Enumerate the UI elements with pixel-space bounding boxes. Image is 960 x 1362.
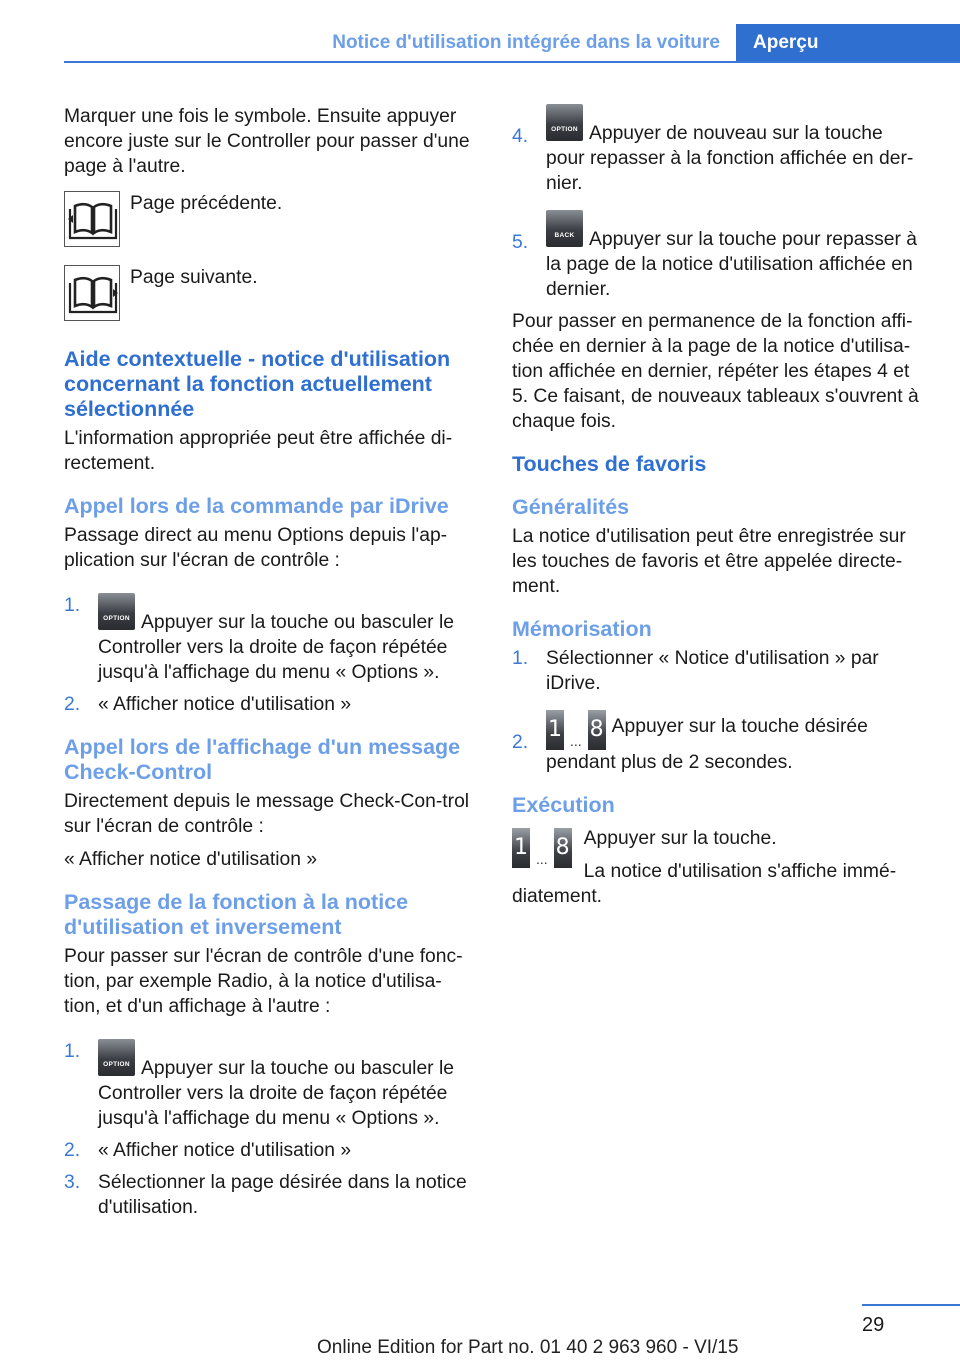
favorite-keys-icon <box>512 828 572 868</box>
step-text: Appuyer sur la touche pour repasser à la page de la notice d'utilisation affichée en dernier. <box>546 229 917 300</box>
option-label: OPTION <box>103 615 130 622</box>
list-item <box>512 710 926 775</box>
heading-check-control: Appel lors de l'affichage d'un message Check-Control <box>64 735 461 784</box>
next-page-row <box>64 265 478 321</box>
next-page-label: Page suivante. <box>130 267 258 288</box>
heading-memorize: Mémorisation <box>512 617 652 641</box>
right-column <box>512 104 926 917</box>
step-number: 1. <box>512 648 529 669</box>
left-column <box>64 104 478 1227</box>
memorize-steps <box>512 646 926 775</box>
step-text: « Afficher notice d'utilisation » <box>98 1140 352 1161</box>
context-paragraph: L'information appropriée peut être affichée di-rectement. <box>64 428 453 474</box>
heading-idrive: Appel lors de la commande par iDrive <box>64 494 449 518</box>
footer-rule <box>862 1304 960 1306</box>
step-number: 4. <box>512 126 529 147</box>
step-text: Appuyer sur la touche ou basculer le Controller vers la droite de façon répétée jusqu'à l'affichage du menu « Options ». <box>98 612 454 683</box>
page-number: 29 <box>862 1314 885 1336</box>
prev-page-icon <box>64 191 120 247</box>
list-item <box>64 692 478 717</box>
step-number: 2. <box>64 1140 81 1161</box>
back-button-icon <box>546 210 583 247</box>
execution-line-2: La notice d'utilisation s'affiche immé-diatement. <box>512 861 897 907</box>
option-label: OPTION <box>551 126 578 133</box>
intro-paragraph: Marquer une fois le symbole. Ensuite appuyer encore juste sur le Controller pour passer d'une page à l'autre. <box>64 106 470 177</box>
step-text: Sélectionner « Notice d'utilisation » par iDrive. <box>546 648 879 694</box>
heading-switch: Passage de la fonction à la notice d'utilisation et inversement <box>64 890 409 939</box>
heading-execution: Exécution <box>512 793 615 817</box>
switch-steps <box>64 1039 478 1220</box>
prev-page-label: Page précédente. <box>130 193 283 214</box>
heading-general: Généralités <box>512 495 630 519</box>
favorite-key-8: 8 <box>588 710 606 750</box>
favorite-dots: ... <box>570 733 582 749</box>
step-number: 1. <box>64 595 81 616</box>
step-text: Appuyer sur la touche ou basculer le Controller vers la droite de façon répétée jusqu'à l'affichage du menu « Options ». <box>98 1058 454 1129</box>
return-steps <box>512 104 926 302</box>
edition-line: Online Edition for Part no. 01 40 2 963 960 - VI/15 <box>317 1337 739 1358</box>
general-paragraph: La notice d'utilisation peut être enregistrée sur les touches de favoris et être appelée directe-ment. <box>512 526 906 597</box>
list-item <box>64 1039 478 1131</box>
check-control-action: « Afficher notice d'utilisation » <box>64 849 318 870</box>
heading-context-help: Aide contextuelle - notice d'utilisation concernant la fonction actuellement sélectionnée <box>64 347 451 421</box>
step-text: Sélectionner la page désirée dans la notice d'utilisation. <box>98 1172 467 1218</box>
step-number: 3. <box>64 1172 81 1193</box>
execution-block <box>512 826 926 909</box>
prev-page-row <box>64 191 478 247</box>
heading-favorites: Touches de favoris <box>512 452 707 476</box>
list-item <box>64 1138 478 1163</box>
idrive-paragraph: Passage direct au menu Options depuis l'ap-plication sur l'écran de contrôle : <box>64 525 448 571</box>
step-text: « Afficher notice d'utilisation » <box>98 694 352 715</box>
list-item <box>64 593 478 685</box>
option-button-icon <box>98 593 135 630</box>
step-text: Appuyer sur la touche désirée pendant plus de 2 secondes. <box>546 716 868 773</box>
step-number: 2. <box>64 694 81 715</box>
section-tab: Aperçu <box>736 24 960 63</box>
step-number: 1. <box>64 1041 81 1062</box>
permanent-paragraph: Pour passer en permanence de la fonction affi-chée en dernier à la page de la notice d'utilisa-tion affichée en dernier, répéter les étapes 4 et 5. Ce faisant, de nouveaux tableaux s'ouvrent à chaque fois. <box>512 311 919 432</box>
switch-paragraph: Pour passer sur l'écran de contrôle d'une fonc-tion, par exemple Radio, à la notice d'utilisa-tion, et d'un affichage à l'autre : <box>64 946 463 1017</box>
favorite-dots: ... <box>536 851 548 867</box>
favorite-key-1: 1 <box>546 710 564 750</box>
idrive-steps <box>64 593 478 717</box>
option-button-icon <box>546 104 583 141</box>
back-label: BACK <box>554 232 575 239</box>
step-number: 5. <box>512 232 529 253</box>
step-text: Appuyer de nouveau sur la touche pour repasser à la fonction affichée en der-nier. <box>546 123 914 194</box>
option-button-icon <box>98 1039 135 1076</box>
header-rule <box>64 61 960 63</box>
list-item <box>512 646 926 696</box>
execution-line-1: Appuyer sur la touche. <box>583 828 777 849</box>
favorite-keys-icon <box>546 710 606 750</box>
favorite-key-8: 8 <box>554 828 572 868</box>
list-item <box>512 104 926 196</box>
check-control-paragraph: Directement depuis le message Check-Con-trol sur l'écran de contrôle : <box>64 791 470 837</box>
favorite-key-1: 1 <box>512 828 530 868</box>
next-page-icon <box>64 265 120 321</box>
list-item <box>512 210 926 302</box>
step-number: 2. <box>512 732 529 753</box>
chapter-title: Notice d'utilisation intégrée dans la voiture <box>332 32 720 53</box>
list-item <box>64 1170 478 1220</box>
option-label: OPTION <box>103 1061 130 1068</box>
